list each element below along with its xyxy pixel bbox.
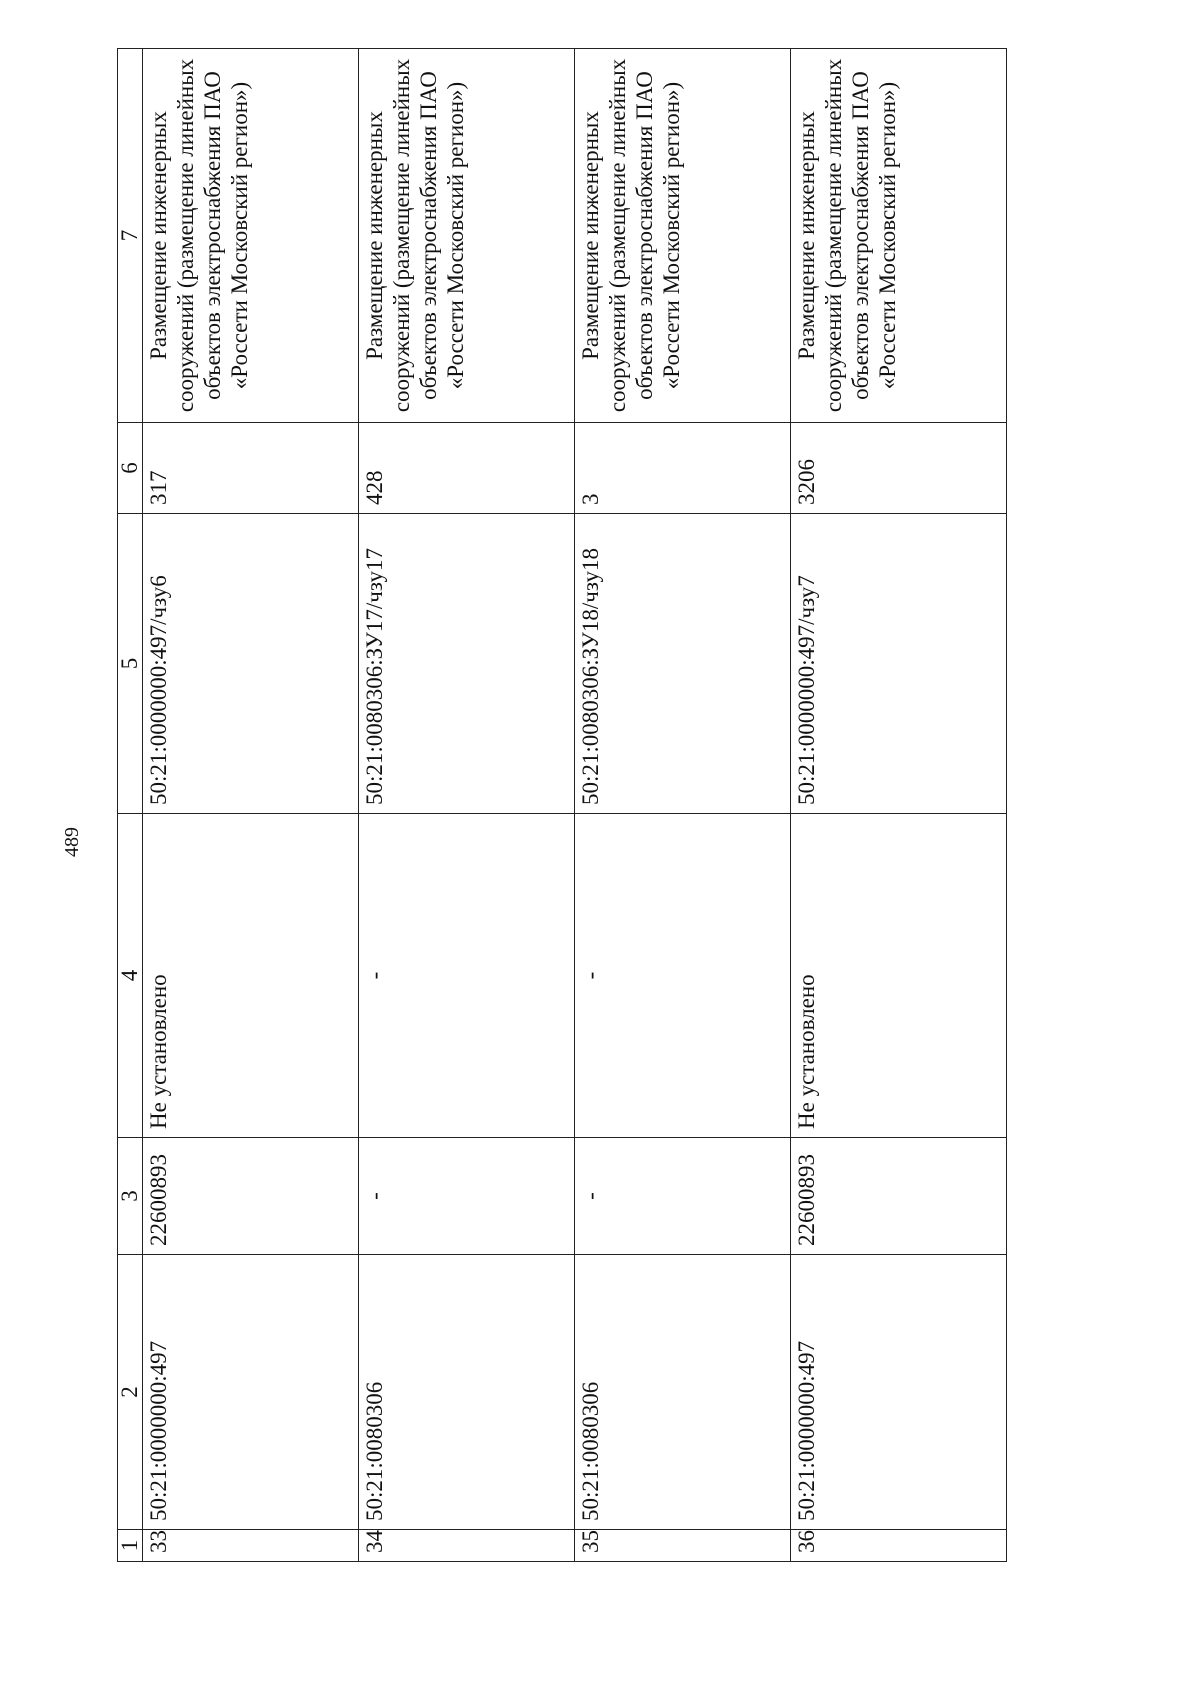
registry-number: -: [575, 1138, 791, 1255]
plot-designation: 50:21:0000000:497/чзу6: [143, 514, 359, 814]
plot-designation: 50:21:0080306:ЗУ17/чзу17: [359, 514, 575, 814]
header-col-2: 2: [118, 1255, 143, 1530]
header-row: [118, 49, 143, 1562]
cadastral-quarter: 50:21:0080306: [359, 1255, 575, 1530]
header-col-3: 3: [118, 1138, 143, 1255]
restriction-status: -: [575, 814, 791, 1138]
rotated-table-wrapper: [117, 49, 1007, 1562]
cadastral-quarter: 50:21:0080306: [575, 1255, 791, 1530]
usage-purpose-text: Размещение инженерных сооружений (размещение линейных объектов электроснабжения ПАО «Россети Московский регион»): [794, 58, 900, 413]
restriction-status: Не установлено: [791, 814, 1007, 1138]
area-value: 317: [143, 423, 359, 514]
cadastral-quarter: 50:21:0000000:497: [143, 1255, 359, 1530]
row-number: 36: [791, 1530, 1007, 1562]
plot-designation: 50:21:0000000:497/чзу7: [791, 514, 1007, 814]
area-value: 3: [575, 423, 791, 514]
header-col-5: 5: [118, 514, 143, 814]
row-number: 33: [143, 1530, 359, 1562]
usage-purpose: [575, 49, 791, 423]
table-row: [359, 49, 575, 1562]
usage-purpose: [791, 49, 1007, 423]
row-number: 34: [359, 1530, 575, 1562]
area-value: 3206: [791, 423, 1007, 514]
restriction-status: -: [359, 814, 575, 1138]
plot-designation: 50:21:0080306:ЗУ18/чзу18: [575, 514, 791, 814]
header-col-7: 7: [118, 49, 143, 423]
restriction-status: Не установлено: [143, 814, 359, 1138]
registry-number: 22600893: [791, 1138, 1007, 1255]
cadastral-quarter: 50:21:0000000:497: [791, 1255, 1007, 1530]
area-value: 428: [359, 423, 575, 514]
usage-purpose-text: Размещение инженерных сооружений (размещение линейных объектов электроснабжения ПАО «Россети Московский регион»): [362, 58, 468, 413]
data-table: [117, 48, 1007, 1562]
usage-purpose-text: Размещение инженерных сооружений (размещение линейных объектов электроснабжения ПАО «Россети Московский регион»): [578, 58, 684, 413]
header-col-6: 6: [118, 423, 143, 514]
page-number: 489: [61, 827, 83, 857]
table-row: [791, 49, 1007, 1562]
header-col-4: 4: [118, 814, 143, 1138]
usage-purpose: [143, 49, 359, 423]
table-row: [575, 49, 791, 1562]
usage-purpose-text: Размещение инженерных сооружений (размещение линейных объектов электроснабжения ПАО «Россети Московский регион»): [146, 58, 252, 413]
row-number: 35: [575, 1530, 791, 1562]
table-row: [143, 49, 359, 1562]
registry-number: 22600893: [143, 1138, 359, 1255]
usage-purpose: [359, 49, 575, 423]
registry-number: -: [359, 1138, 575, 1255]
header-col-1: 1: [118, 1530, 143, 1562]
